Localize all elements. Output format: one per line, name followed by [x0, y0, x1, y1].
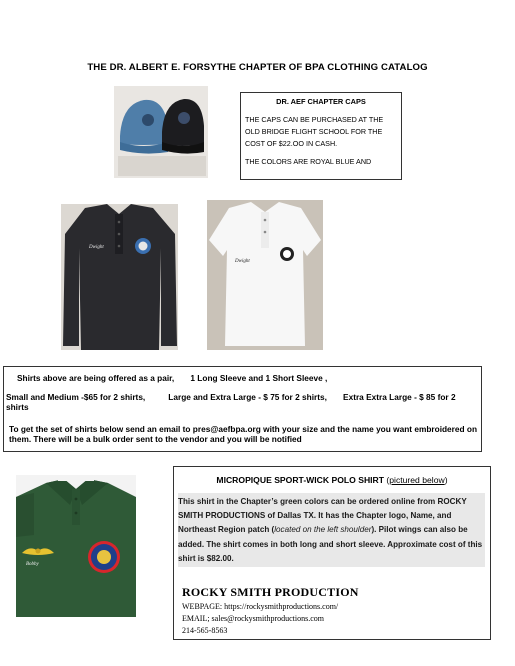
micropique-polo-box: [173, 466, 491, 640]
shirt-offer-box: [3, 366, 482, 452]
paren-close: ): [444, 475, 448, 485]
green-shirt-name-embroidery: Bobby: [26, 562, 39, 567]
micropique-description: [178, 493, 485, 567]
micropique-heading: [174, 475, 490, 485]
desc-italic-location: located on the left shoulder: [274, 525, 372, 535]
desc-part-1: This shirt in the Chapter’s green colors can be ordered online from ROCKY SMITH PRODUCTIONS of Dallas TX. It has the Chapter logo, Name, and Northeast Region patch (: [178, 497, 467, 535]
caps-heading: DR. AEF CHAPTER CAPS: [276, 97, 366, 106]
offer-prices: Small and Medium -$65 for 2 shirts, Large and Extra Large - $ 75 for 2 shirts, Extra Extra Large - $ 85 for 2 shirts: [6, 392, 458, 413]
short-sleeve-name-embroidery: Dwight: [235, 259, 250, 264]
micropique-title: MICROPIQUE SPORT-WICK POLO SHIRT: [216, 475, 385, 485]
long-sleeve-shirt-photo: [61, 204, 178, 350]
short-sleeve-shirt-photo: [207, 200, 323, 350]
offer-order-instructions: To get the set of shirts below send an email to pres@aefbpa.org with your size and the name you want embroidered on them. There will be a bulk order sent to the vendor and you will be notified: [9, 424, 478, 445]
vendor-name: ROCKY SMITH PRODUCTION: [182, 585, 359, 599]
caps-colors-text: THE COLORS ARE ROYAL BLUE AND: [245, 157, 372, 166]
caps-photo: [114, 86, 208, 178]
long-sleeve-name-embroidery: Dwight: [89, 245, 104, 250]
desc-part-2: ). Pilot wings can also be added. The shirt comes in both long and short sleeve. Approximate cost of this shirt is $82.00.: [178, 525, 483, 563]
offer-sleeve-text: 1 Long Sleeve and 1 Short Sleeve ,: [190, 373, 328, 383]
vendor-webpage[interactable]: WEBPAGE: https://rockysmithproductions.com/: [182, 602, 339, 611]
offer-pair-text: Shirts above are being offered as a pair,: [17, 373, 175, 383]
green-polo-shirt-photo: [16, 475, 136, 617]
caps-price-text: THE CAPS CAN BE PURCHASED AT THE OLD BRIDGE FLIGHT SCHOOL FOR THE COST OF $22.OO IN CASH.: [245, 115, 384, 148]
vendor-phone: 214-565-8563: [182, 626, 228, 635]
offer-line-1: [17, 373, 327, 383]
pictured-below-label: pictured below: [389, 475, 445, 485]
paren-open: (: [384, 475, 390, 485]
vendor-email[interactable]: EMAIL; sales@rockysmithproductions.com: [182, 614, 325, 623]
page-title: THE DR. ALBERT E. FORSYTHE CHAPTER OF BPA CLOTHING CATALOG: [87, 62, 428, 73]
caps-info-box: [240, 92, 402, 180]
